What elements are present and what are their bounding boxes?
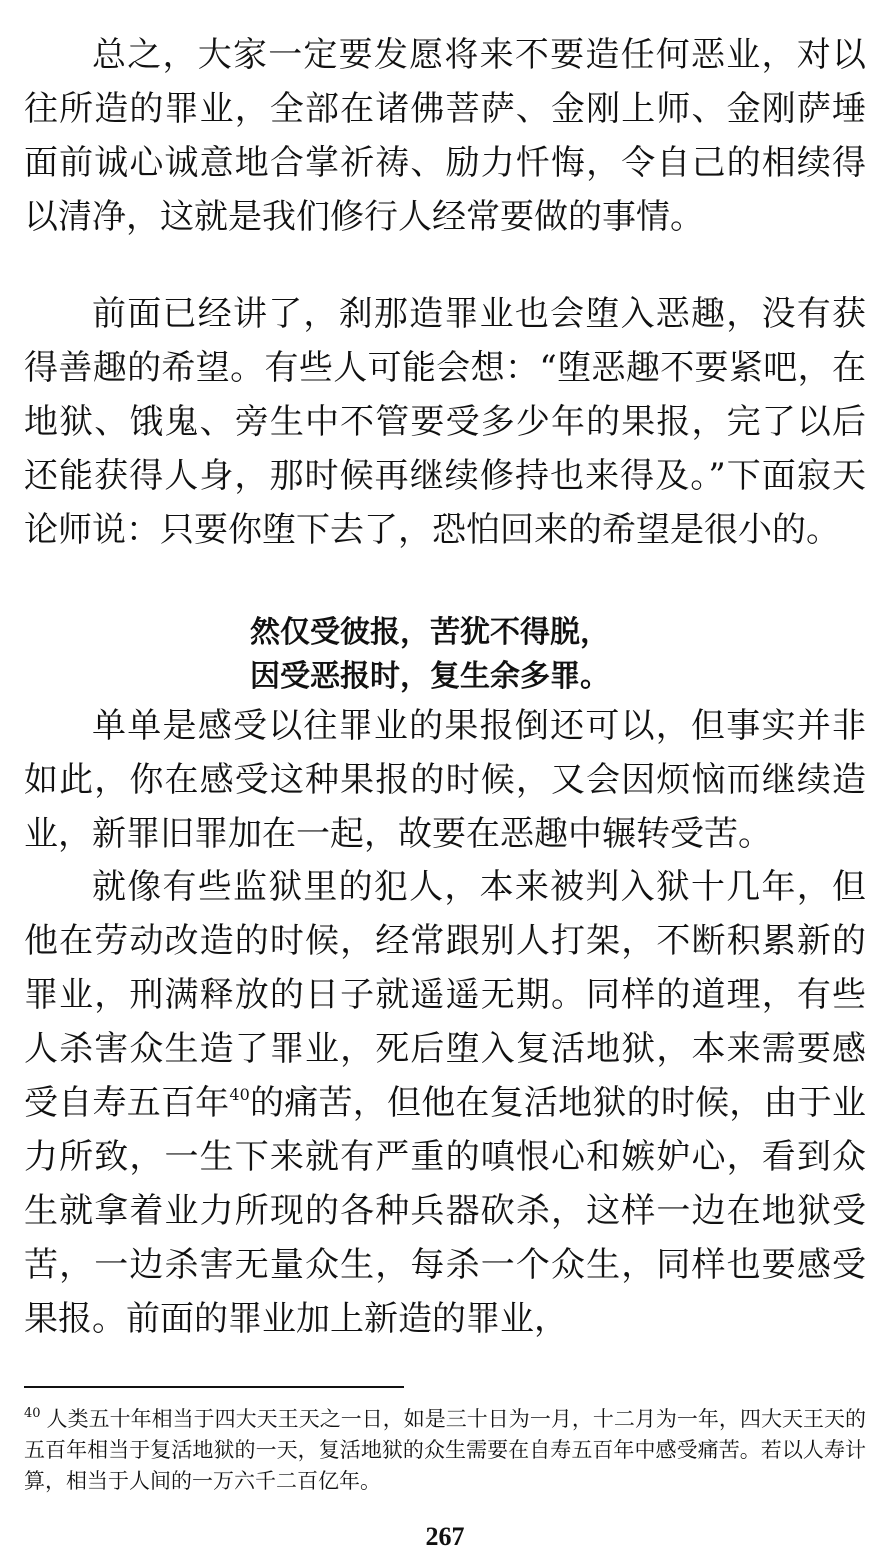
footnote-reference[interactable]: 40 [229, 1085, 250, 1104]
footnote-text: 人类五十年相当于四大天王天之一日，如是三十日为一月，十二月为一年，四大天王天的五百年相当于复活地狱的一天，复活地狱的众生需要在自寿五百年中感受痛苦。若以人寿计算，相当于人间的一万六千二百亿年。 [24, 1407, 866, 1493]
paragraph-karma-continues: 单单是感受以往罪业的果报倒还可以，但事实并非如此，你在感受这种果报的时候，又会因烦恼而继续造业，新罪旧罪加在一起，故要在恶趣中辗转受苦。 [24, 706, 866, 854]
footnote-divider [24, 1386, 404, 1388]
paragraph-lower-realms: 前面已经讲了，刹那造罪业也会堕入恶趣，没有获得善趣的希望。有些人可能会想：“堕恶趣不要紧吧，在地狱、饿鬼、旁生中不管要受多少年的果报，完了以后还能获得人身，那时候再继续修持也来得及。”下面寂天论师说：只要你堕下去了，恐怕回来的希望是很小的。 [24, 294, 866, 550]
paragraph-prison-text-before: 就像有些监狱里的犯人，本来被判入狱十几年，但他在劳动改造的时候，经常跟别人打架，不断积累新的罪业，刑满释放的日子就遥遥无期。同样的道理，有些人杀害众生造了罪业，死后堕入复活地狱，本来需要感受自寿五百年 [24, 867, 866, 1123]
paragraph-repentance: 总之，大家一定要发愿将来不要造任何恶业，对以往所造的罪业，全部在诸佛菩萨、金刚上师、金刚萨埵面前诚心诚意地合掌祈祷、励力忏悔，令自己的相续得以清净，这就是我们修行人经常要做的事情。 [24, 35, 866, 237]
footnote [24, 1404, 866, 1497]
verse-line-2: 因受恶报时，复生余多罪。 [250, 659, 610, 694]
page-number: 267 [425, 1522, 465, 1551]
footnote-number: 40 [24, 1406, 41, 1421]
verse-line-1: 然仅受彼报，苦犹不得脱， [250, 615, 610, 650]
paragraph-prison-analogy [24, 860, 866, 1346]
paragraph-prison-text-after: 的痛苦，但他在复活地狱的时候，由于业力所致，一生下来就有严重的嗔恨心和嫉妒心，看到众生就拿着业力所现的各种兵器砍杀，这样一边在地狱受苦，一边杀害无量众生，每杀一个众生，同样也要感受果报。前面的罪业加上新造的罪业， [24, 1083, 867, 1339]
